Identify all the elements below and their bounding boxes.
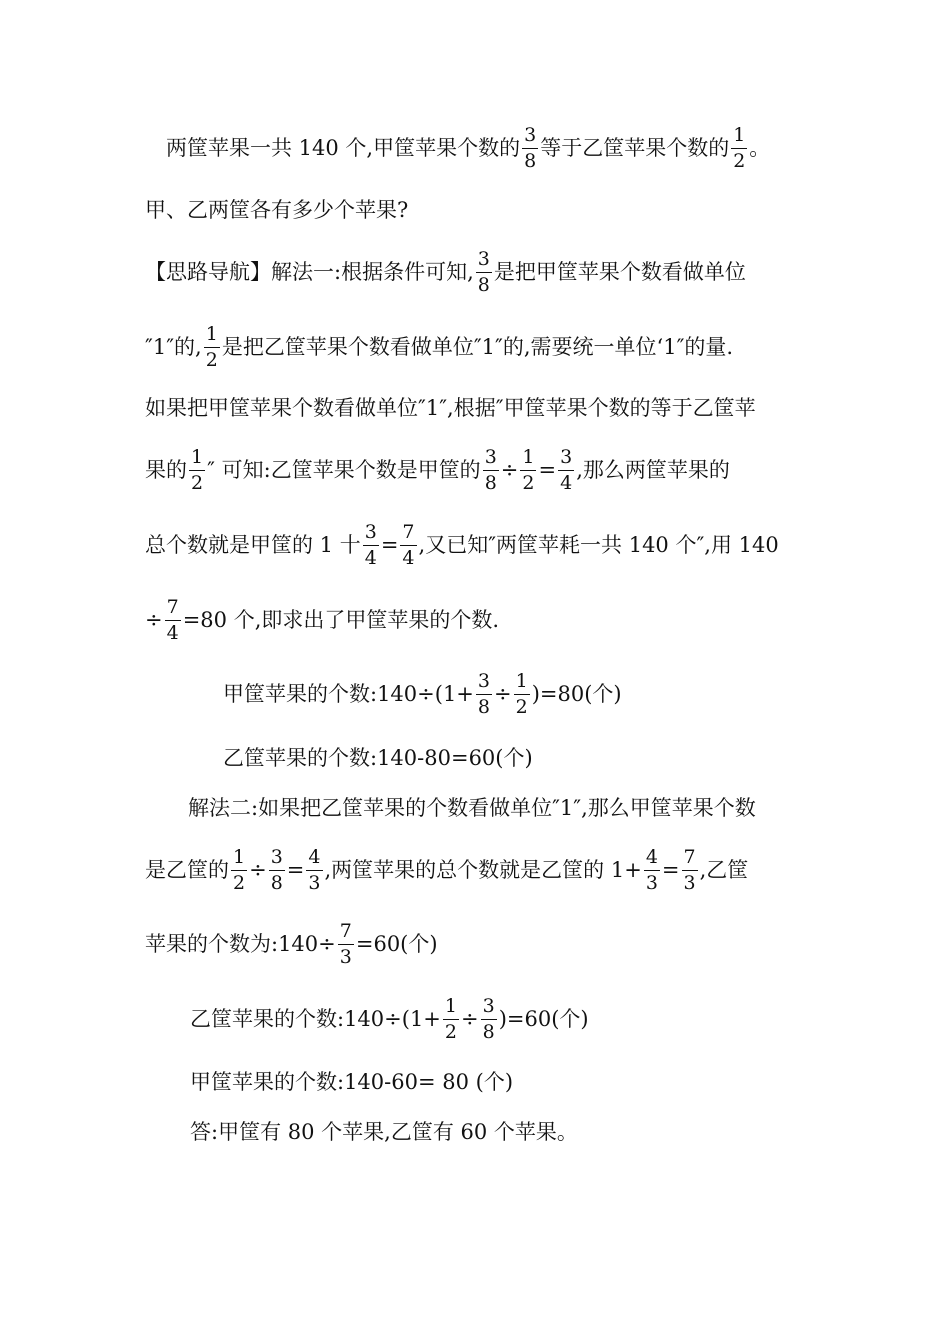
fraction — [483, 448, 499, 493]
fraction-denominator: 3 — [339, 946, 352, 968]
fraction-denominator: 8 — [270, 872, 283, 894]
fraction-numerator: 1 — [205, 323, 218, 345]
fraction — [269, 848, 285, 893]
fraction-denominator: 2 — [515, 696, 528, 718]
answer-line: 答:甲筐有 80 个苹果,乙筐有 60 个苹果。 — [190, 1120, 578, 1144]
fraction-numerator: 3 — [270, 846, 283, 868]
text-segment: 果的 — [145, 458, 187, 482]
analysis-line-7 — [223, 672, 622, 717]
text-segment: 两筐苹果一共 140 个,甲筐苹果个数的 — [166, 136, 521, 160]
fraction — [520, 448, 536, 493]
text-segment: = — [286, 858, 305, 882]
fraction — [443, 997, 459, 1042]
analysis-line-4 — [145, 448, 730, 493]
fraction-numerator: 7 — [166, 596, 179, 618]
fraction — [522, 126, 538, 171]
fraction-denominator: 3 — [645, 872, 658, 894]
analysis-line-5 — [145, 523, 779, 568]
problem-line-1 — [166, 126, 770, 171]
fraction-numerator: 3 — [477, 670, 490, 692]
method2-line-4 — [190, 997, 589, 1042]
fraction-numerator: 3 — [477, 248, 490, 270]
analysis-line-3: 如果把甲筐苹果个数看做单位″1″,根据″甲筐苹果个数的等于乙筐苹 — [145, 396, 756, 420]
fraction-denominator: 2 — [733, 150, 746, 172]
analysis-line-6 — [145, 598, 499, 643]
text-segment: ″ 可知:乙筐苹果个数是甲筐的 — [207, 458, 481, 482]
text-segment: 苹果的个数为:140÷ — [145, 932, 336, 956]
fraction-denominator: 2 — [205, 349, 218, 371]
text-segment: 。 — [749, 136, 771, 160]
analysis-line-8: 乙筐苹果的个数:140-80=60(个) — [223, 746, 533, 770]
fraction-numerator: 1 — [444, 995, 457, 1017]
fraction — [682, 848, 698, 893]
fraction-denominator: 3 — [683, 872, 696, 894]
fraction — [363, 523, 379, 568]
fraction — [231, 848, 247, 893]
fraction-numerator: 7 — [339, 920, 352, 942]
fraction — [644, 848, 660, 893]
method2-line-3 — [145, 922, 438, 967]
text-segment: ,两筐苹果的总个数就是乙筐的 1+ — [324, 858, 642, 882]
fraction — [165, 598, 181, 643]
text-segment: 总个数就是甲筐的 1 十 — [145, 533, 361, 557]
fraction — [306, 848, 322, 893]
text-segment: =60(个) — [355, 932, 438, 956]
fraction-numerator: 7 — [683, 846, 696, 868]
text-segment: 乙筐苹果的个数:140÷(1+ — [190, 1007, 441, 1031]
text-segment: ,那么两筐苹果的 — [576, 458, 730, 482]
fraction — [514, 672, 530, 717]
text-segment: )=80(个) — [531, 682, 622, 706]
fraction-numerator: 4 — [308, 846, 321, 868]
fraction-numerator: 1 — [515, 670, 528, 692]
fraction-denominator: 2 — [444, 1021, 457, 1043]
fraction — [476, 250, 492, 295]
text-segment: = — [538, 458, 557, 482]
fraction-numerator: 3 — [524, 124, 537, 146]
fraction-numerator: 1 — [522, 446, 535, 468]
fraction-numerator: 1 — [191, 446, 204, 468]
fraction — [204, 325, 220, 370]
method2-line-2 — [145, 848, 748, 893]
fraction-denominator: 8 — [484, 472, 497, 494]
text-segment: ,乙筐 — [699, 858, 749, 882]
text-segment: 是把甲筐苹果个数看做单位 — [493, 260, 746, 284]
fraction-numerator: 3 — [482, 995, 495, 1017]
analysis-line-1 — [145, 250, 746, 295]
text-segment: ÷ — [500, 458, 519, 482]
text-segment: = — [380, 533, 399, 557]
fraction-numerator: 3 — [364, 521, 377, 543]
fraction-denominator: 2 — [191, 472, 204, 494]
method2-line-5: 甲筐苹果的个数:140-60= 80 (个) — [190, 1070, 514, 1094]
analysis-line-2 — [145, 325, 733, 370]
text-segment: ″1″的, — [145, 335, 202, 359]
fraction-numerator: 4 — [645, 846, 658, 868]
fraction-denominator: 8 — [477, 274, 490, 296]
text-segment: ,又已知″两筐苹耗一共 140 个″,用 140 — [418, 533, 779, 557]
fraction — [338, 922, 354, 967]
fraction-denominator: 8 — [477, 696, 490, 718]
text-segment: 【思路导航】解法一:根据条件可知, — [145, 260, 474, 284]
fraction — [731, 126, 747, 171]
text-segment: ÷ — [249, 858, 267, 882]
fraction — [558, 448, 574, 493]
fraction-numerator: 1 — [233, 846, 246, 868]
fraction-denominator: 8 — [482, 1021, 495, 1043]
text-segment: )=60(个) — [498, 1007, 589, 1031]
fraction-denominator: 3 — [308, 872, 321, 894]
text-segment: 是乙筐的 — [145, 858, 229, 882]
method2-line-1: 解法二:如果把乙筐苹果的个数看做单位″1″,那么甲筐苹果个数 — [188, 796, 756, 820]
text-segment: ÷ — [461, 1007, 479, 1031]
fraction-denominator: 4 — [364, 547, 377, 569]
text-segment: = — [661, 858, 680, 882]
fraction-denominator: 2 — [233, 872, 246, 894]
fraction-denominator: 4 — [402, 547, 415, 569]
text-segment: ÷ — [145, 608, 163, 632]
text-segment: ÷ — [494, 682, 512, 706]
fraction — [481, 997, 497, 1042]
problem-line-2: 甲、乙两筐各有多少个苹果? — [145, 198, 409, 222]
fraction — [476, 672, 492, 717]
fraction-denominator: 8 — [524, 150, 537, 172]
fraction — [400, 523, 416, 568]
text-segment: 等于乙筐苹果个数的 — [540, 136, 730, 160]
fraction-numerator: 3 — [484, 446, 497, 468]
fraction-numerator: 7 — [402, 521, 415, 543]
fraction — [189, 448, 205, 493]
text-segment: 甲筐苹果的个数:140÷(1+ — [223, 682, 474, 706]
fraction-denominator: 4 — [560, 472, 573, 494]
text-segment: 是把乙筐苹果个数看做单位″1″的,需要统一单位‘1″的量. — [221, 335, 734, 359]
text-segment: =80 个,即求出了甲筐苹果的个数. — [182, 608, 500, 632]
fraction-numerator: 1 — [733, 124, 746, 146]
fraction-numerator: 3 — [560, 446, 573, 468]
fraction-denominator: 2 — [522, 472, 535, 494]
fraction-denominator: 4 — [166, 622, 179, 644]
